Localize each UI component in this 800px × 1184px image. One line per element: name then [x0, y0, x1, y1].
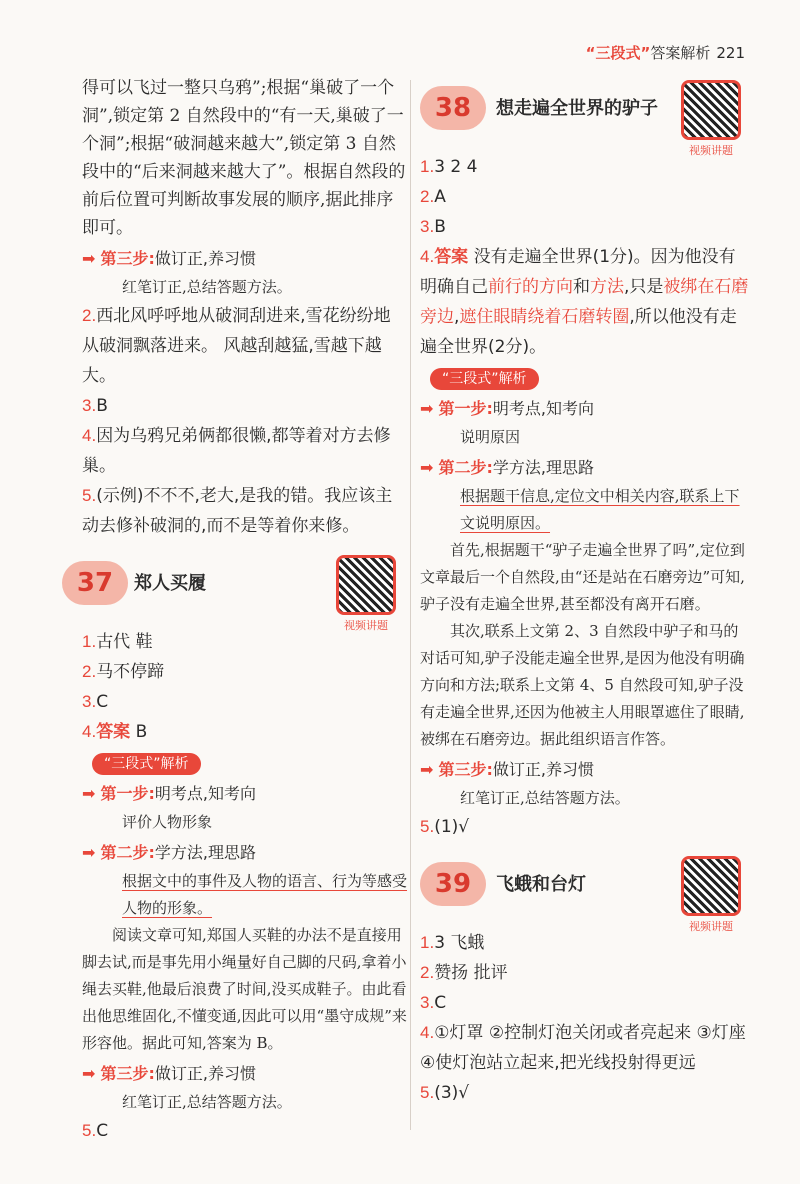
analysis-text: 阅读文章可知,郑国人买鞋的办法不是直接用脚去试,而是事先用小绳量好自己脚的尺码,拿着小绳去买鞋,他最后浪费了时间,没买成鞋子。由此看出他思维固化,不懂变通,因此可以用“墨守成规”来形容他。据此可知,答案为 B。: [82, 926, 407, 1052]
section-39-header: [420, 856, 752, 933]
step2-text: 根据题干信息,定位文中相关内容,联系上下文说明原因。: [460, 487, 740, 532]
header-tag: “三段式”: [585, 44, 651, 62]
qr-code[interactable]: [335, 555, 397, 633]
list-item: 5.(3)√: [420, 1083, 470, 1103]
step1-text: 说明原因: [460, 428, 521, 446]
list-item: 1.3 2 4: [420, 157, 478, 177]
step3-text: 红笔订正,总结答题方法。: [122, 278, 292, 296]
list-item: 1.古代 鞋: [82, 632, 153, 652]
list-item: 3.C: [82, 692, 109, 712]
qr-code-icon: [681, 80, 741, 140]
step2-heading: ➡ 第二步:学方法,理思路: [420, 458, 594, 477]
list-item: 2.A: [420, 187, 446, 207]
list-item: 3.B: [82, 396, 108, 416]
section-37-header: [76, 555, 407, 632]
column-divider: [410, 80, 411, 1130]
qr-code[interactable]: [680, 856, 742, 934]
step3-heading: ➡ 第三步:做订正,养习惯: [82, 1064, 256, 1083]
analysis-pill: “三段式”解析: [430, 368, 539, 390]
step1-heading: ➡ 第一步:明考点,知考向: [82, 784, 256, 803]
qr-caption: 视频讲题: [689, 144, 733, 157]
list-item: 2.赞扬 批评: [420, 963, 508, 983]
qr-caption: 视频讲题: [689, 920, 733, 933]
list-item: 2.西北风呼呼地从破洞刮进来,雪花纷纷地从破洞飘落进来。 风越刮越猛,雪越下越大。: [82, 306, 391, 386]
answer-item: 4.答案 B: [82, 722, 148, 742]
list-item: 3.C: [420, 993, 447, 1013]
list-item: 5.(1)√: [420, 817, 470, 837]
left-column: [76, 74, 408, 1146]
step3-heading: ➡ 第三步:做订正,养习惯: [420, 760, 594, 779]
analysis-paragraph: 首先,根据题干“驴子走遍全世界了吗”,定位到文章最后一个自然段,由“还是站在石磨旁边”可知,驴子没有走遍全世界,甚至都没有离开石磨。: [420, 541, 745, 613]
list-item: 5.(示例)不不不,老大,是我的错。我应该主动去修补破洞的,而不是等着你来修。: [82, 486, 393, 536]
list-item: 1.3 飞蛾: [420, 933, 485, 953]
list-item: 4.因为乌鸦兄弟俩都很懒,都等着对方去修巢。: [82, 426, 391, 476]
qr-code[interactable]: [680, 80, 742, 158]
step3-text: 红笔订正,总结答题方法。: [122, 1093, 292, 1111]
section-title: 想走遍全世界的驴子: [496, 98, 658, 119]
list-item: 4.①灯罩 ②控制灯泡关闭或者亮起来 ③灯座 ④使灯泡站立起来,把光线投射得更远: [420, 1023, 746, 1073]
step1-text: 评价人物形象: [122, 813, 213, 831]
analysis-paragraph: 其次,联系上文第 2、3 自然段中驴子和马的对话可知,驴子没能走遍全世界,是因为他没有明确方向和方法;联系上文第 4、5 自然段可知,驴子没有走遍全世界,还因为他被主人用眼罩遮住了眼睛,被绑在石磨旁边。据此组织语言作答。: [420, 622, 745, 748]
answer-item: 4.答案 没有走遍全世界(1分)。因为他没有明确自己前行的方向和方法,只是被绑在石磨旁边,遮住眼睛绕着石磨转圈,所以他没有走遍全世界(2分)。: [420, 247, 749, 357]
right-column: [420, 74, 752, 1108]
step1-heading: ➡ 第一步:明考点,知考向: [420, 399, 594, 418]
section-number-badge: 38: [420, 86, 486, 130]
list-item: 5.C: [82, 1121, 109, 1141]
step3-heading: ➡ 第三步:做订正,养习惯: [82, 249, 256, 268]
section-number-badge: 39: [420, 862, 486, 906]
page-header: [586, 42, 745, 63]
list-item: 3.B: [420, 217, 446, 237]
qr-code-icon: [336, 555, 396, 615]
section-number-badge: 37: [62, 561, 128, 605]
page-number: 221: [716, 44, 745, 62]
analysis-pill: “三段式”解析: [92, 753, 201, 775]
section-title: 郑人买履: [134, 573, 206, 594]
section-title: 飞蛾和台灯: [496, 874, 586, 895]
list-item: 2.马不停蹄: [82, 662, 165, 682]
step3-text: 红笔订正,总结答题方法。: [460, 789, 630, 807]
intro-paragraph: 得可以飞过一整只乌鸦”;根据“巢破了一个洞”,锁定第 2 自然段中的“有一天,巢破了一个洞”;根据“破洞越来越大”,锁定第 3 自然段中的“后来洞越来越大了”。根据自然段的前后位置可判断故事发展的顺序,据此排序即可。: [82, 78, 406, 238]
step2-text: 根据文中的事件及人物的语言、行为等感受人物的形象。: [122, 872, 408, 917]
qr-code-icon: [681, 856, 741, 916]
header-label: 答案解析: [650, 44, 711, 62]
section-38-header: [420, 80, 752, 157]
qr-caption: 视频讲题: [344, 619, 388, 632]
step2-heading: ➡ 第二步:学方法,理思路: [82, 843, 256, 862]
